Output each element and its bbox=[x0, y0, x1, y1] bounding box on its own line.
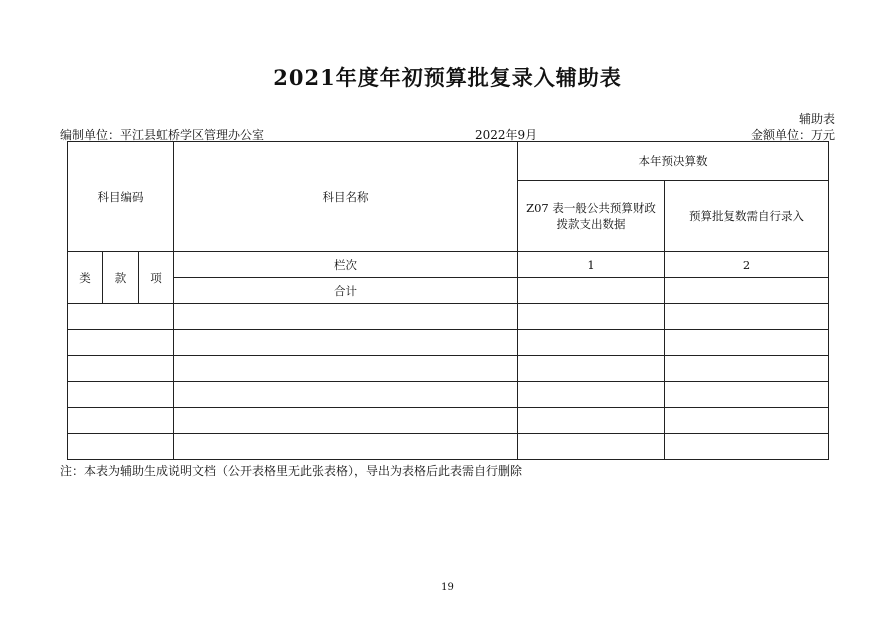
lanci-label: 栏次 bbox=[174, 252, 518, 278]
table-row bbox=[68, 330, 829, 356]
empty-z07-cell bbox=[518, 356, 665, 382]
subheader-kuan: 款 bbox=[103, 252, 139, 304]
budget-table bbox=[67, 141, 829, 460]
empty-z07-cell bbox=[518, 330, 665, 356]
table-row bbox=[68, 356, 829, 382]
header-budget-group: 本年预决算数 bbox=[518, 142, 829, 181]
empty-z07-cell bbox=[518, 408, 665, 434]
empty-code-cell bbox=[68, 330, 174, 356]
table-row bbox=[68, 408, 829, 434]
aux-label: 辅助表 bbox=[798, 112, 835, 126]
empty-manual-cell bbox=[665, 434, 829, 460]
reporting-unit: 编制单位：平江县虹桥学区管理办公室 bbox=[60, 128, 265, 142]
footnote: 注：本表为辅助生成说明文档（公开表格里无此张表格），导出为表格后此表需自行删除 bbox=[60, 464, 523, 478]
empty-manual-cell bbox=[665, 408, 829, 434]
header-row-1 bbox=[68, 142, 829, 181]
table-row bbox=[68, 382, 829, 408]
table-row-total bbox=[68, 278, 829, 304]
empty-name-cell bbox=[174, 434, 518, 460]
empty-manual-cell bbox=[665, 330, 829, 356]
empty-z07-cell bbox=[518, 382, 665, 408]
empty-name-cell bbox=[174, 304, 518, 330]
table-row-lanci bbox=[68, 252, 829, 278]
empty-code-cell bbox=[68, 304, 174, 330]
table-row bbox=[68, 304, 829, 330]
empty-z07-cell bbox=[518, 304, 665, 330]
page-title: 2021年度年初预算批复录入辅助表 bbox=[273, 65, 622, 90]
empty-manual-cell bbox=[665, 304, 829, 330]
subheader-xiang: 项 bbox=[139, 252, 174, 304]
amount-unit: 金额单位：万元 bbox=[750, 128, 835, 142]
total-z07-cell bbox=[518, 278, 665, 304]
empty-code-cell bbox=[68, 382, 174, 408]
header-manual-entry-column: 预算批复数需自行录入 bbox=[665, 181, 829, 252]
report-date: 2022年9月 bbox=[475, 128, 538, 142]
empty-z07-cell bbox=[518, 434, 665, 460]
empty-name-cell bbox=[174, 356, 518, 382]
empty-code-cell bbox=[68, 434, 174, 460]
page-number: 19 bbox=[441, 582, 454, 593]
lanci-col-2: 2 bbox=[665, 252, 829, 278]
empty-manual-cell bbox=[665, 382, 829, 408]
empty-name-cell bbox=[174, 330, 518, 356]
total-manual-cell bbox=[665, 278, 829, 304]
empty-name-cell bbox=[174, 382, 518, 408]
empty-name-cell bbox=[174, 408, 518, 434]
total-label: 合计 bbox=[174, 278, 518, 304]
empty-code-cell bbox=[68, 408, 174, 434]
header-z07-column: Z07 表一般公共预算财政拨款支出数据 bbox=[518, 181, 665, 252]
subheader-lei: 类 bbox=[68, 252, 103, 304]
empty-manual-cell bbox=[665, 356, 829, 382]
empty-code-cell bbox=[68, 356, 174, 382]
lanci-col-1: 1 bbox=[518, 252, 665, 278]
table-row bbox=[68, 434, 829, 460]
header-subject-code: 科目编码 bbox=[68, 142, 174, 252]
header-subject-name: 科目名称 bbox=[174, 142, 518, 252]
